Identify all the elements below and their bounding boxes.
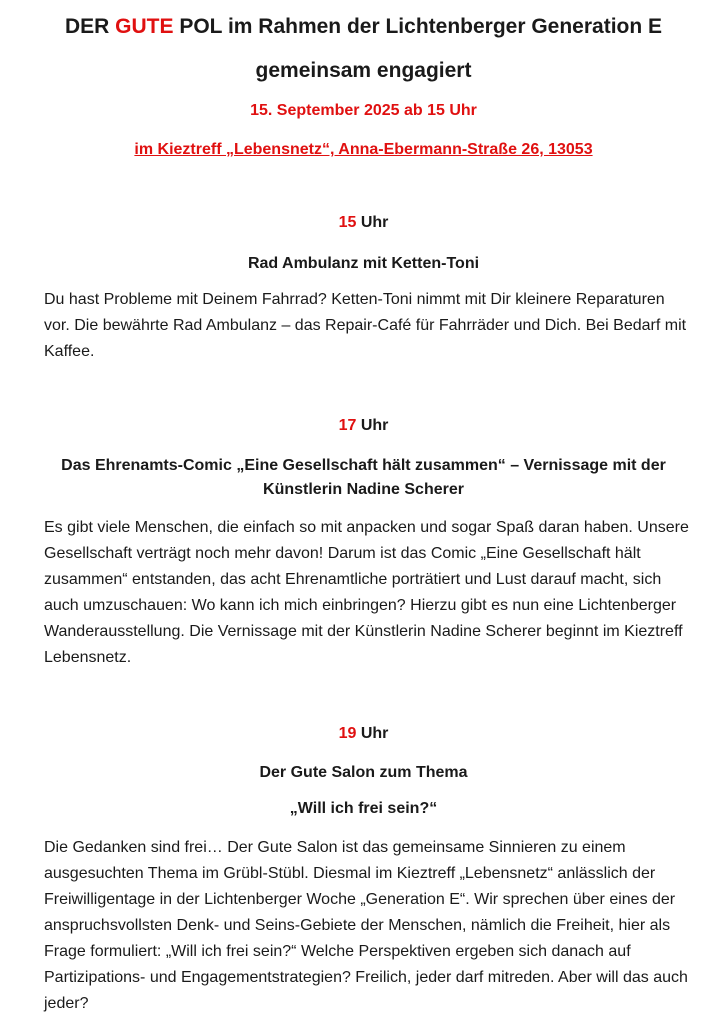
event-heading: Der Gute Salon zum Thema (259, 764, 468, 781)
title-prefix: DER (64, 15, 116, 38)
event-hour-suffix: Uhr (356, 214, 389, 231)
event-hour-suffix: Uhr (356, 417, 389, 434)
page-subtitle: gemeinsam engagiert (255, 59, 472, 82)
event-description: Du hast Probleme mit Deinem Fahrrad? Ketten-Toni nimmt mit Dir kleinere Reparaturen vor. Die bewährte Rad Ambulanz – das Repair-Café für Fahrräder und Dich. Bei Bedarf mit Kaffee. (44, 291, 687, 360)
event-venue: im Kieztreff „Lebensnetz“, Anna-Ebermann-Straße 26, 13053 (134, 141, 593, 158)
event-subheading: „Will ich frei sein?“ (289, 800, 438, 817)
title-suffix: POL im Rahmen der Lichtenberger Generation E (173, 15, 663, 38)
event-hour: 19 (338, 725, 357, 742)
event-hour-suffix: Uhr (356, 725, 389, 742)
event-hour: 17 (338, 417, 357, 434)
event-date: 15. September 2025 ab 15 Uhr (250, 102, 477, 119)
event-hour: 15 (338, 214, 357, 231)
event-description: Die Gedanken sind frei… Der Gute Salon ist das gemeinsame Sinnieren zu einem ausgesuchten Thema im Grübl-Stübl. Diesmal im Kieztreff „Lebensnetz“ anlässlich der Freiwilligentage in der Lichtenberger Woche „Generation E“. Wir sprechen über eines der anspruchsvollsten Denk- und Seins-Gebiete der Menschen, nämlich die Freiheit, hier als Frage formuliert: „Will ich frei sein?“ Welche Perspektiven ergeben sich danach auf Partizipations- und Engagementstrategien? Freilich, jeder darf mitreden. Aber will das auch jeder? (44, 839, 688, 1012)
event-description: Es gibt viele Menschen, die einfach so mit anpacken und sogar Spaß daran haben. Unsere Gesellschaft verträgt noch mehr davon! Darum ist das Comic „Eine Gesellschaft hält zusammen“ entstanden, das acht Ehrenamtliche porträtiert und Lust darauf macht, sich auch umzuschauen: Wo kann ich mich einbringen? Hierzu gibt es nun eine Lichtenberger Wanderausstellung. Die Vernissage mit der Künstlerin Nadine Scherer beginnt im Kieztreff Lebensnetz. (44, 519, 689, 666)
title-highlight: GUTE (115, 15, 174, 38)
event-heading: Rad Ambulanz mit Ketten-Toni (247, 255, 480, 272)
page-title (20, 12, 707, 42)
event-heading: Das Ehrenamts-Comic „Eine Gesellschaft hält zusammen“ – Vernissage mit der Künstlerin Nadine Scherer (61, 457, 666, 498)
event-time (20, 212, 707, 234)
event-time (20, 723, 707, 745)
event-time (20, 415, 707, 437)
